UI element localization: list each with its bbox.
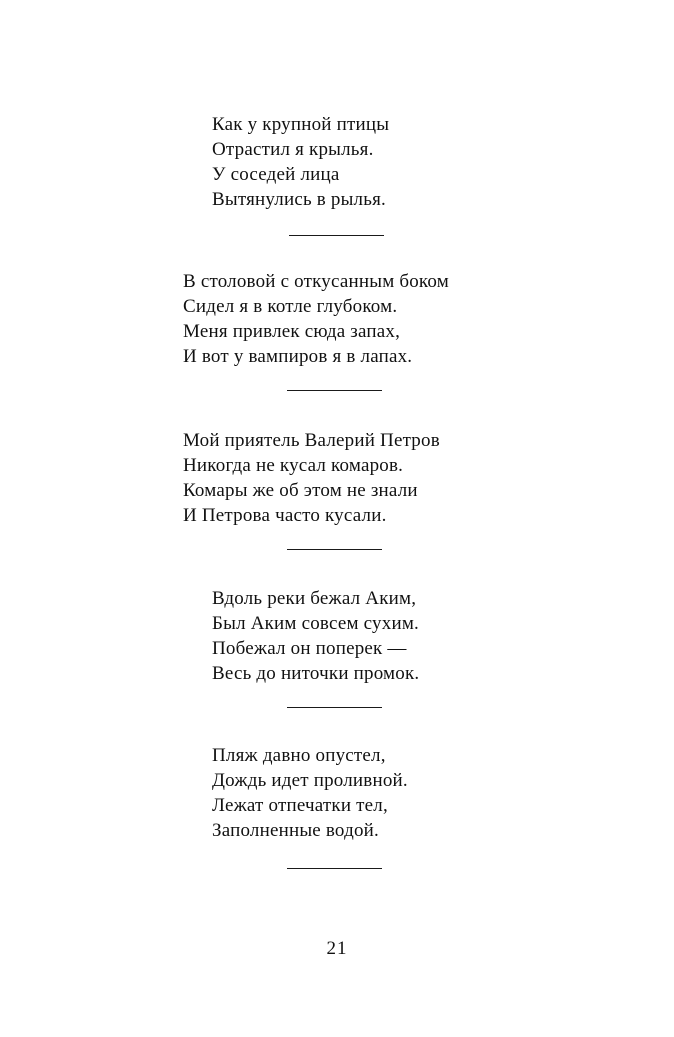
poem-line: Меня привлек сюда запах, xyxy=(183,321,401,342)
poem-line: Лежат отпечатки тел, xyxy=(212,795,388,816)
stanza-4 xyxy=(212,586,419,686)
stanza-2 xyxy=(183,269,449,369)
poem-line: Был Аким совсем сухим. xyxy=(212,613,419,634)
poem-line: Побежал он поперек — xyxy=(212,638,407,659)
poem-line: В столовой с откусанным боком xyxy=(183,271,449,292)
poem-line: Вдоль реки бежал Аким, xyxy=(212,588,417,609)
stanza-1 xyxy=(212,112,389,212)
poem-line: Мой приятель Валерий Петров xyxy=(183,430,440,451)
stanza-divider xyxy=(287,549,382,550)
poem-line: Отрастил я крылья. xyxy=(212,139,374,160)
poem-line: И Петрова часто кусали. xyxy=(183,505,387,526)
stanza-divider xyxy=(287,868,382,869)
poem-line: Дождь идет проливной. xyxy=(212,770,408,791)
poem-line: Пляж давно опустел, xyxy=(212,745,386,766)
poem-line: Вытянулись в рылья. xyxy=(212,189,386,210)
stanza-5 xyxy=(212,743,408,843)
poem-line: Комары же об этом не знали xyxy=(183,480,418,501)
page-number: 21 xyxy=(326,938,348,959)
poem-line: И вот у вампиров я в лапах. xyxy=(183,346,413,367)
poem-line: У соседей лица xyxy=(212,164,340,185)
poem-line: Заполненные водой. xyxy=(212,820,379,841)
poem-line: Как у крупной птицы xyxy=(212,114,390,135)
poem-line: Весь до ниточки промок. xyxy=(212,663,420,684)
stanza-divider xyxy=(289,235,384,236)
stanza-3 xyxy=(183,428,440,528)
poem-line: Сидел я в котле глубоком. xyxy=(183,296,398,317)
stanza-divider xyxy=(287,707,382,708)
stanza-divider xyxy=(287,390,382,391)
poem-line: Никогда не кусал комаров. xyxy=(183,455,404,476)
